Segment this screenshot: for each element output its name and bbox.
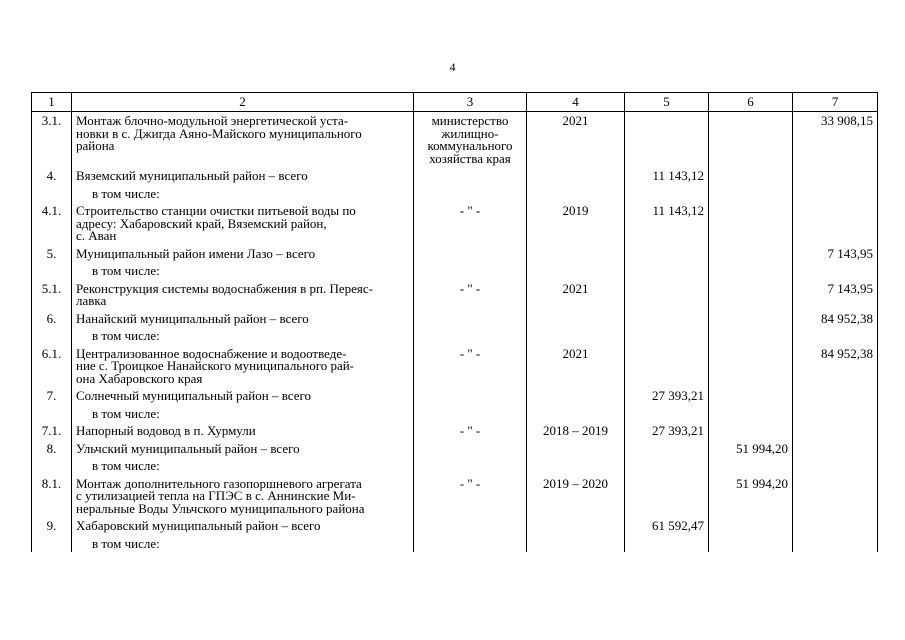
row-value-col5 [625,440,709,458]
row-value-col7 [793,535,878,553]
row-executor [414,457,527,475]
table-row [32,422,878,440]
row-name-line: в том числе: [92,263,160,278]
row-number-line: 8. [46,440,57,456]
row-number [32,167,72,185]
row-year [527,245,625,263]
row-value-col5-line: 61 592,47 [652,518,704,533]
row-number [32,517,72,535]
row-name-line: Муниципальный район имени Лазо – всего [76,245,316,261]
row-name-line: Хабаровский муниципальный район – всего [76,518,321,533]
table-row [32,440,878,458]
row-executor-line: жилищно- [441,125,499,141]
row-number-line: 3.1. [41,113,62,128]
row-name-line: в том числе: [92,405,160,421]
row-number-line: 7.1. [41,423,62,438]
table-row [32,345,878,388]
row-executor-line: - " - [459,280,481,296]
row-value-col7 [793,167,878,185]
program-table [31,92,878,552]
row-number-line: 5.1. [41,280,62,296]
row-year [527,327,625,345]
row-value-col5 [625,475,709,518]
row-value-col6 [709,535,793,553]
row-year [527,535,625,553]
table-row [32,517,878,535]
row-value-col5-line: 27 393,21 [652,388,704,403]
row-value-col5 [625,202,709,245]
row-name-line: Ульчский муниципальный район – всего [76,440,300,456]
row-name [72,517,414,535]
row-value-col7 [793,202,878,245]
row-number [32,405,72,423]
row-number [32,112,72,168]
row-executor [414,185,527,203]
row-value-col6 [709,517,793,535]
header-col-1: 1 [32,93,72,112]
row-value-col5 [625,185,709,203]
row-number [32,345,72,388]
row-value-col7-line: 7 143,95 [827,245,873,261]
row-executor-line: - " - [459,475,481,491]
row-value-col7 [793,517,878,535]
row-number-line: 4.1. [41,203,62,218]
row-executor [414,517,527,535]
row-year-line: 2019 – 2020 [543,475,608,491]
table-body [32,112,878,553]
row-value-col7 [793,405,878,423]
row-executor-line: коммунального [427,138,513,153]
row-number [32,422,72,440]
row-name [72,280,414,310]
row-number-line: 4. [46,168,57,183]
row-value-col7 [793,112,878,168]
row-name-line: она Хабаровского края [76,370,203,386]
row-name-line: Реконструкция системы водоснабжения в рп. Переяс- [76,280,373,296]
row-number-line: 5. [46,245,57,261]
row-value-col7-line: 84 952,38 [821,310,873,326]
row-year [527,202,625,245]
row-name [72,185,414,203]
row-executor-line: хозяйства края [429,150,511,166]
row-number [32,245,72,263]
table-row [32,457,878,475]
row-value-col5-line: 11 143,12 [652,203,704,218]
row-value-col6 [709,167,793,185]
row-name [72,440,414,458]
row-year [527,345,625,388]
table-row [32,167,878,185]
row-value-col5 [625,345,709,388]
row-name [72,457,414,475]
row-executor [414,202,527,245]
row-year-line: 2021 [562,280,589,296]
row-name-line: с. Аван [76,228,117,243]
row-name-line: Строительство станции очистки питьевой воды по [76,203,356,218]
row-name-line: новки в с. Джигда Аяно-Майского муниципального [76,125,362,141]
row-value-col6 [709,310,793,328]
row-name-line: Напорный водовод в п. Хурмули [76,423,256,438]
row-name [72,345,414,388]
row-year [527,280,625,310]
row-executor [414,422,527,440]
table-row [32,310,878,328]
header-col-5: 5 [625,93,709,112]
row-year [527,422,625,440]
row-number [32,440,72,458]
row-number-line: 8.1. [41,475,62,491]
table-row [32,262,878,280]
row-name [72,535,414,553]
row-name [72,202,414,245]
row-value-col7 [793,262,878,280]
row-value-col6 [709,327,793,345]
row-executor-line: - " - [459,345,481,361]
header-col-6: 6 [709,93,793,112]
row-executor [414,535,527,553]
row-value-col6 [709,202,793,245]
row-value-col5 [625,327,709,345]
row-name [72,387,414,405]
row-value-col5 [625,405,709,423]
header-col-2: 2 [72,93,414,112]
row-name [72,112,414,168]
table-row [32,280,878,310]
row-year-line: 2018 – 2019 [543,423,608,438]
row-executor [414,112,527,168]
row-value-col7 [793,345,878,388]
row-executor-line: - " - [459,423,481,438]
row-value-col7 [793,387,878,405]
row-value-col6-line: 51 994,20 [736,475,788,491]
row-year [527,112,625,168]
row-value-col5 [625,457,709,475]
row-executor [414,405,527,423]
row-year [527,387,625,405]
table-row [32,387,878,405]
row-value-col7-line: 7 143,95 [827,280,873,296]
header-col-7: 7 [793,93,878,112]
row-value-col7 [793,440,878,458]
row-value-col6 [709,475,793,518]
header-col-3: 3 [414,93,527,112]
row-value-col5-line: 27 393,21 [652,423,704,438]
row-name-line: неральные Воды Ульчского муниципального района [76,500,365,516]
row-name-line: адресу: Хабаровский край, Вяземский район, [76,215,327,231]
row-value-col6 [709,262,793,280]
row-number-line: 6. [46,310,57,326]
row-name [72,245,414,263]
row-name-line: с утилизацией тепла на ГПЭС в с. Аннинские Ми- [76,488,356,503]
row-executor-line: министерство [431,113,509,128]
row-year [527,185,625,203]
row-value-col5 [625,310,709,328]
row-name-line: лавка [76,293,107,308]
row-value-col7-line: 33 908,15 [821,113,873,128]
row-name-line: в том числе: [92,535,160,551]
row-value-col7 [793,475,878,518]
row-number [32,262,72,280]
row-number [32,202,72,245]
row-value-col7 [793,280,878,310]
table-row [32,475,878,518]
row-value-col5 [625,112,709,168]
row-value-col6 [709,457,793,475]
row-value-col6 [709,112,793,168]
row-name-line: в том числе: [92,458,160,473]
row-executor [414,345,527,388]
row-value-col6 [709,422,793,440]
row-value-col6 [709,387,793,405]
row-number [32,310,72,328]
row-number-line: 6.1. [41,345,62,361]
row-year [527,475,625,518]
row-value-col6-line: 51 994,20 [736,440,788,456]
row-value-col7 [793,457,878,475]
row-value-col7 [793,245,878,263]
row-executor [414,167,527,185]
row-value-col7-line: 84 952,38 [821,345,873,361]
row-executor [414,280,527,310]
row-year [527,405,625,423]
row-number [32,457,72,475]
row-value-col5 [625,262,709,280]
row-value-col6 [709,440,793,458]
row-name-line: Монтаж блочно-модульной энергетической уста- [76,113,349,128]
row-name [72,167,414,185]
row-executor [414,440,527,458]
table-row [32,185,878,203]
row-name-line: Централизованное водоснабжение и водоотведе- [76,345,347,361]
row-year [527,167,625,185]
row-number [32,475,72,518]
row-value-col6 [709,280,793,310]
row-year [527,440,625,458]
row-name-line: Вяземский муниципальный район – всего [76,168,308,183]
row-name-line: ние с. Троицкое Нанайского муниципального рай- [76,358,355,373]
row-year [527,262,625,280]
row-name [72,262,414,280]
row-number [32,280,72,310]
row-year [527,517,625,535]
header-col-4: 4 [527,93,625,112]
row-value-col7 [793,327,878,345]
row-year-line: 2021 [562,113,589,128]
row-number [32,387,72,405]
row-value-col5 [625,387,709,405]
row-value-col5 [625,422,709,440]
row-number [32,535,72,553]
row-name [72,422,414,440]
row-name-line: Солнечный муниципальный район – всего [76,388,311,403]
row-value-col6 [709,345,793,388]
table-row [32,245,878,263]
row-year-line: 2019 [562,203,589,218]
header-row [32,93,878,112]
page-number: 4 [449,60,456,74]
row-value-col7 [793,185,878,203]
row-executor [414,475,527,518]
row-year [527,310,625,328]
table-row [32,405,878,423]
row-executor [414,262,527,280]
row-value-col7 [793,310,878,328]
row-name-line: Монтаж дополнительного газопоршневого агрегата [76,475,362,491]
row-value-col5 [625,535,709,553]
row-name-line: района [76,138,115,153]
row-year [527,457,625,475]
row-year-line: 2021 [562,345,589,361]
row-name-line: Нанайский муниципальный район – всего [76,310,309,326]
row-value-col7 [793,422,878,440]
table-row [32,202,878,245]
row-name [72,310,414,328]
row-value-col5 [625,280,709,310]
row-name-line: в том числе: [92,328,160,343]
row-name [72,405,414,423]
row-number [32,327,72,345]
row-value-col6 [709,185,793,203]
row-executor [414,327,527,345]
row-name [72,475,414,518]
row-value-col5 [625,245,709,263]
table-row [32,112,878,168]
row-value-col6 [709,245,793,263]
row-number-line: 9. [46,518,57,533]
row-value-col5-line: 11 143,12 [652,168,704,183]
table-row [32,327,878,345]
row-executor-line: - " - [459,203,481,218]
row-number [32,185,72,203]
row-number-line: 7. [46,388,57,403]
row-value-col5 [625,517,709,535]
row-executor [414,310,527,328]
row-value-col6 [709,405,793,423]
row-name-line: в том числе: [92,185,160,201]
row-executor [414,245,527,263]
row-executor [414,387,527,405]
table-row [32,535,878,553]
row-value-col5 [625,167,709,185]
row-name [72,327,414,345]
